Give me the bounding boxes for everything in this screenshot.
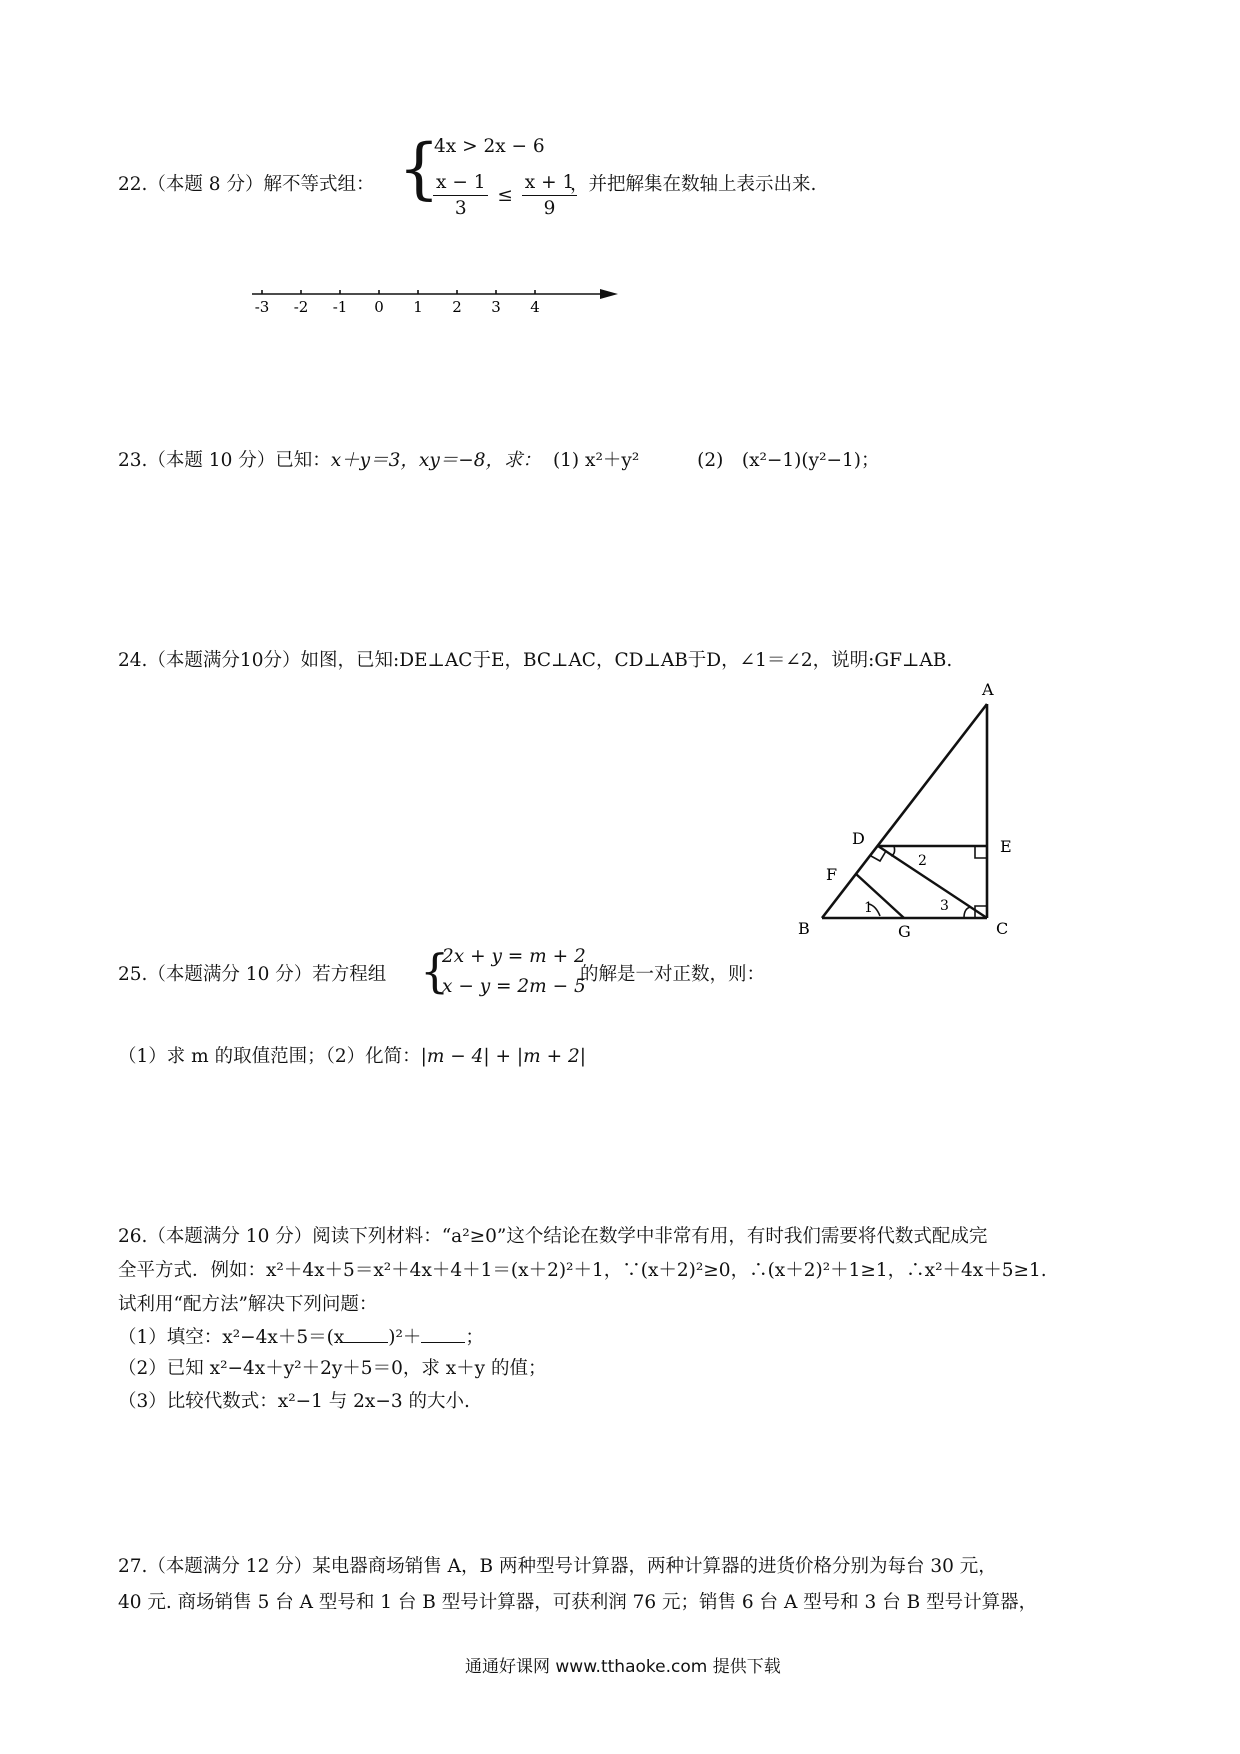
number-line-label: 0 — [374, 298, 384, 316]
q25-eq2: x − y = 2m − 5 — [442, 976, 586, 997]
number-line-label: -2 — [293, 298, 309, 316]
q25-prefix: 25.（本题满分 10 分）若方程组 — [118, 964, 387, 985]
number-line-label: 2 — [452, 298, 462, 316]
label-B: B — [798, 919, 810, 938]
geometry-figure — [790, 680, 1030, 940]
q27-line1: 27.（本题满分 12 分）某电器商场销售 A，B 两种型号计算器，两种计算器的进货价格分别为每台 30 元， — [118, 1556, 997, 1577]
q22-frac1: $\frac{x - 1}{3}$ — [433, 174, 488, 218]
q22-ineq1: 4x > 2x − 6 — [434, 136, 545, 157]
right-angle-E — [975, 846, 987, 858]
q22-inequality-system — [398, 124, 586, 234]
label-D: D — [852, 829, 865, 848]
q26-line2: 全平方式．例如：x²＋4x＋5＝x²＋4x＋4＋1＝(x＋2)²＋1，∵(x＋2)²≥0，∴(x＋2)²＋1≥1，∴x²＋4x＋5≥1. — [118, 1260, 1047, 1281]
segment-AB — [822, 704, 987, 918]
q26-part2: （2）已知 x²−4x＋y²＋2y＋5＝0，求 x＋y 的值； — [118, 1358, 547, 1379]
label-E: E — [1000, 837, 1012, 856]
page-footer: 通通好课网 www.tthaoke.com 提供下载 — [465, 1657, 781, 1677]
q22-suffix: ，并把解集在数轴上表示出来. — [570, 174, 817, 195]
q25-brace: { — [420, 944, 450, 998]
q22-frac2: $\frac{x + 1}{9}$ — [522, 174, 577, 218]
label-2: 2 — [918, 853, 927, 869]
q23-part1: (1) x²＋y² — [552, 450, 640, 471]
q26-line3: 试利用“配方法”解决下列问题： — [118, 1294, 378, 1315]
q23-given: x＋y＝3，xy＝−8，求： — [330, 450, 542, 471]
q25-expr: |m − 4| + |m + 2| — [420, 1046, 586, 1067]
number-line-label: 1 — [413, 298, 423, 316]
q23-line — [118, 452, 879, 471]
q22-rel: ≤ — [497, 185, 513, 206]
q26-part3: （3）比较代数式：x²−1 与 2x−3 的大小. — [118, 1391, 470, 1412]
q23-part2: (2) (x²−1)(y²−1)； — [697, 450, 880, 471]
blank-1[interactable] — [344, 1328, 388, 1343]
q25-equation-system — [420, 944, 586, 1004]
q27-line2: 40 元. 商场销售 5 台 A 型号和 1 台 B 型号计算器，可获利润 76 元；销售 6 台 A 型号和 3 台 B 型号计算器， — [118, 1592, 1038, 1613]
label-C: C — [996, 919, 1009, 938]
label-3: 3 — [940, 898, 949, 914]
number-line-label: 4 — [530, 298, 540, 316]
number-line-label: -3 — [254, 298, 270, 316]
q23-prefix: 23.（本题 10 分）已知： — [118, 450, 331, 471]
label-A: A — [982, 680, 994, 699]
angle-arc-3 — [964, 907, 971, 918]
blank-2[interactable] — [421, 1328, 465, 1343]
label-G: G — [898, 922, 911, 940]
number-line-label: -1 — [332, 298, 348, 316]
label-F: F — [826, 865, 838, 884]
q22-brace: { — [398, 130, 440, 207]
q25-sub-text: （1）求 m 的取值范围；（2）化简： — [118, 1046, 421, 1067]
q22-ineq2 — [430, 174, 580, 218]
q24-text: 24.（本题满分10分）如图，已知:DE⊥AC于E，BC⊥AC，CD⊥AB于D，∠1＝∠2，说明:GF⊥AB. — [118, 650, 953, 671]
q26-part1: （1）填空：x²−4x＋5＝(x )²＋ ； — [118, 1327, 484, 1348]
q25-sub — [118, 1048, 586, 1067]
q26-line1: 26.（本题满分 10 分）阅读下列材料：“a²≥0”这个结论在数学中非常有用，有时我们需要将代数式配成完 — [118, 1226, 988, 1247]
q25-suffix: 的解是一对正数，则： — [580, 964, 766, 985]
number-line-label: 3 — [491, 298, 501, 316]
q25-eq1: 2x + y = m + 2 — [442, 946, 586, 967]
q22-prefix: 22.（本题 8 分）解不等式组： — [118, 174, 375, 195]
number-line — [240, 278, 880, 338]
label-1: 1 — [864, 900, 873, 916]
